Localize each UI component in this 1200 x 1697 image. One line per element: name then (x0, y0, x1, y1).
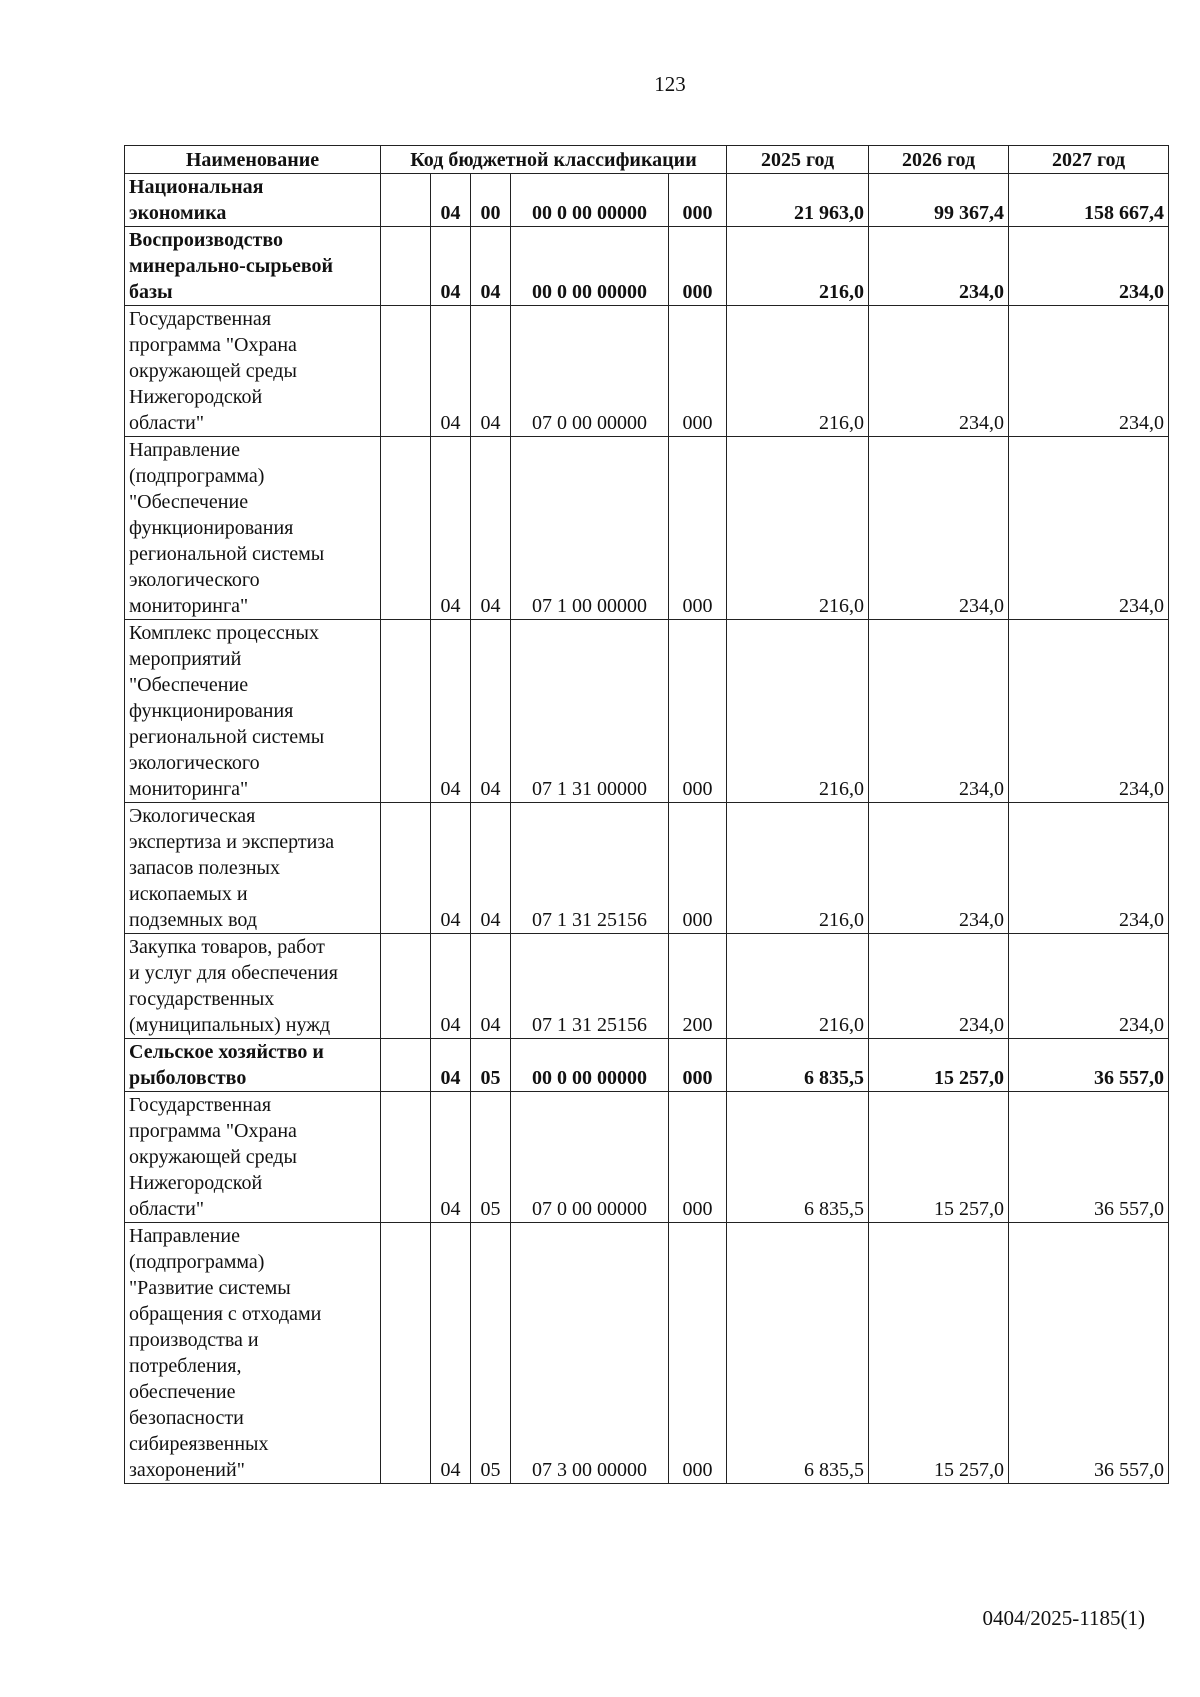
page-number: 123 (654, 72, 686, 96)
document-code: 0404/2025-1185(1) (982, 1606, 1145, 1630)
code-target-item: 07 1 31 25156 (511, 803, 669, 934)
code-expense-type: 000 (669, 1092, 727, 1223)
code-expense-type: 200 (669, 934, 727, 1039)
row-empty-cell (381, 437, 431, 620)
code-subsection: 05 (471, 1223, 511, 1484)
row-name-line: программа "Охрана (129, 1120, 297, 1142)
value-2026: 234,0 (869, 620, 1009, 803)
row-name (125, 306, 381, 437)
row-name-line: (подпрограмма) (129, 1251, 265, 1273)
code-section: 04 (431, 227, 471, 306)
code-target-item: 07 3 00 00000 (511, 1223, 669, 1484)
table-row (125, 620, 1169, 803)
value-2027: 36 557,0 (1009, 1223, 1169, 1484)
row-name-line: окружающей среды (129, 360, 297, 382)
row-name-line: функционирования (129, 517, 294, 539)
code-target-item: 07 0 00 00000 (511, 306, 669, 437)
value-2026: 234,0 (869, 227, 1009, 306)
row-name-line: базы (129, 281, 173, 303)
row-empty-cell (381, 934, 431, 1039)
row-name-line: минерально-сырьевой (129, 255, 334, 277)
header-2027: 2027 год (1009, 146, 1169, 174)
row-name-line: мониторинга" (129, 595, 249, 617)
header-code: Код бюджетной классификации (381, 146, 727, 174)
budget-table (124, 145, 1169, 1484)
row-name-line: и услуг для обеспечения (129, 962, 338, 984)
code-subsection: 05 (471, 1092, 511, 1223)
row-name-line: экспертиза и экспертиза (129, 831, 335, 853)
row-name-line: экологического (129, 752, 260, 774)
value-2026: 15 257,0 (869, 1092, 1009, 1223)
row-name-line: мероприятий (129, 648, 242, 670)
row-name-line: экономика (129, 202, 227, 224)
table-body (125, 174, 1169, 1484)
row-name-line: Воспроизводство (129, 229, 283, 251)
value-2026: 234,0 (869, 306, 1009, 437)
row-name-line: региональной системы (129, 543, 325, 565)
value-2025: 6 835,5 (727, 1092, 869, 1223)
value-2026: 15 257,0 (869, 1223, 1009, 1484)
row-name-line: области" (129, 412, 205, 434)
row-name-line: Национальная (129, 176, 264, 198)
value-2027: 36 557,0 (1009, 1092, 1169, 1223)
row-name (125, 227, 381, 306)
row-name-line: региональной системы (129, 726, 325, 748)
value-2027: 234,0 (1009, 934, 1169, 1039)
row-name-line: (подпрограмма) (129, 465, 265, 487)
code-expense-type: 000 (669, 174, 727, 227)
row-name-line: экологического (129, 569, 260, 591)
code-subsection: 04 (471, 803, 511, 934)
value-2027: 234,0 (1009, 437, 1169, 620)
code-subsection: 04 (471, 227, 511, 306)
row-name-line: ископаемых и (129, 883, 248, 905)
row-name-line: окружающей среды (129, 1146, 297, 1168)
value-2025: 216,0 (727, 227, 869, 306)
code-section: 04 (431, 437, 471, 620)
row-name-line: Государственная (129, 1094, 272, 1116)
value-2025: 216,0 (727, 934, 869, 1039)
row-empty-cell (381, 1092, 431, 1223)
value-2027: 234,0 (1009, 306, 1169, 437)
row-name (125, 1092, 381, 1223)
row-name-line: безопасности (129, 1407, 244, 1429)
value-2027: 36 557,0 (1009, 1039, 1169, 1092)
row-name-line: мониторинга" (129, 778, 249, 800)
row-empty-cell (381, 1039, 431, 1092)
code-expense-type: 000 (669, 227, 727, 306)
code-target-item: 00 0 00 00000 (511, 227, 669, 306)
row-name-line: Нижегородской (129, 1172, 263, 1194)
header-2026: 2026 год (869, 146, 1009, 174)
table-row (125, 306, 1169, 437)
code-expense-type: 000 (669, 803, 727, 934)
row-name-line: Государственная (129, 308, 272, 330)
row-name-line: Сельское хозяйство и (129, 1041, 324, 1063)
code-section: 04 (431, 1039, 471, 1092)
code-expense-type: 000 (669, 306, 727, 437)
row-name-line: Нижегородской (129, 386, 263, 408)
row-name (125, 934, 381, 1039)
table-row (125, 1092, 1169, 1223)
row-empty-cell (381, 174, 431, 227)
row-name-line: обеспечение (129, 1381, 236, 1403)
value-2026: 234,0 (869, 437, 1009, 620)
table-row (125, 1039, 1169, 1092)
value-2026: 234,0 (869, 803, 1009, 934)
code-subsection: 04 (471, 437, 511, 620)
value-2026: 234,0 (869, 934, 1009, 1039)
code-expense-type: 000 (669, 1223, 727, 1484)
code-subsection: 04 (471, 306, 511, 437)
row-name-line: "Развитие системы (129, 1277, 291, 1299)
code-target-item: 07 0 00 00000 (511, 1092, 669, 1223)
row-empty-cell (381, 803, 431, 934)
code-expense-type: 000 (669, 1039, 727, 1092)
code-subsection: 05 (471, 1039, 511, 1092)
table-row (125, 803, 1169, 934)
row-name-line: Направление (129, 439, 240, 461)
value-2027: 234,0 (1009, 803, 1169, 934)
row-name-line: "Обеспечение (129, 491, 249, 513)
code-section: 04 (431, 934, 471, 1039)
value-2025: 216,0 (727, 803, 869, 934)
row-name-line: программа "Охрана (129, 334, 297, 356)
value-2025: 216,0 (727, 306, 869, 437)
row-name-line: государственных (129, 988, 275, 1010)
table-row (125, 934, 1169, 1039)
code-target-item: 00 0 00 00000 (511, 1039, 669, 1092)
value-2025: 21 963,0 (727, 174, 869, 227)
header-name: Наименование (125, 146, 381, 174)
value-2025: 6 835,5 (727, 1223, 869, 1484)
row-name-line: рыболовство (129, 1067, 247, 1089)
row-name-line: подземных вод (129, 909, 258, 931)
code-subsection: 04 (471, 934, 511, 1039)
code-section: 04 (431, 803, 471, 934)
table-row (125, 1223, 1169, 1484)
value-2025: 216,0 (727, 620, 869, 803)
code-section: 04 (431, 1092, 471, 1223)
row-name-line: Направление (129, 1225, 240, 1247)
code-section: 04 (431, 174, 471, 227)
row-name-line: запасов полезных (129, 857, 280, 879)
value-2026: 99 367,4 (869, 174, 1009, 227)
row-name-line: производства и (129, 1329, 259, 1351)
value-2025: 216,0 (727, 437, 869, 620)
row-name-line: (муниципальных) нужд (129, 1014, 331, 1036)
row-name (125, 620, 381, 803)
row-name-line: захоронений" (129, 1459, 245, 1481)
row-name (125, 437, 381, 620)
table-header-row (125, 146, 1169, 174)
code-target-item: 07 1 31 00000 (511, 620, 669, 803)
code-subsection: 00 (471, 174, 511, 227)
row-name (125, 1223, 381, 1484)
row-name-line: области" (129, 1198, 205, 1220)
code-target-item: 07 1 31 25156 (511, 934, 669, 1039)
table-row (125, 174, 1169, 227)
code-section: 04 (431, 620, 471, 803)
code-expense-type: 000 (669, 620, 727, 803)
value-2025: 6 835,5 (727, 1039, 869, 1092)
value-2027: 234,0 (1009, 227, 1169, 306)
row-name-line: обращения с отходами (129, 1303, 322, 1325)
row-name-line: "Обеспечение (129, 674, 249, 696)
code-target-item: 00 0 00 00000 (511, 174, 669, 227)
value-2027: 158 667,4 (1009, 174, 1169, 227)
value-2027: 234,0 (1009, 620, 1169, 803)
value-2026: 15 257,0 (869, 1039, 1009, 1092)
row-empty-cell (381, 227, 431, 306)
row-name (125, 1039, 381, 1092)
row-empty-cell (381, 620, 431, 803)
code-target-item: 07 1 00 00000 (511, 437, 669, 620)
row-name-line: функционирования (129, 700, 294, 722)
code-section: 04 (431, 306, 471, 437)
row-name-line: Комплекс процессных (129, 622, 319, 644)
code-expense-type: 000 (669, 437, 727, 620)
table-row (125, 227, 1169, 306)
row-name-line: потребления, (129, 1355, 242, 1377)
code-subsection: 04 (471, 620, 511, 803)
code-section: 04 (431, 1223, 471, 1484)
header-2025: 2025 год (727, 146, 869, 174)
row-name-line: Экологическая (129, 805, 256, 827)
table-row (125, 437, 1169, 620)
row-name-line: Закупка товаров, работ (129, 936, 325, 958)
row-name-line: сибиреязвенных (129, 1433, 269, 1455)
row-empty-cell (381, 1223, 431, 1484)
row-name (125, 174, 381, 227)
row-empty-cell (381, 306, 431, 437)
row-name (125, 803, 381, 934)
